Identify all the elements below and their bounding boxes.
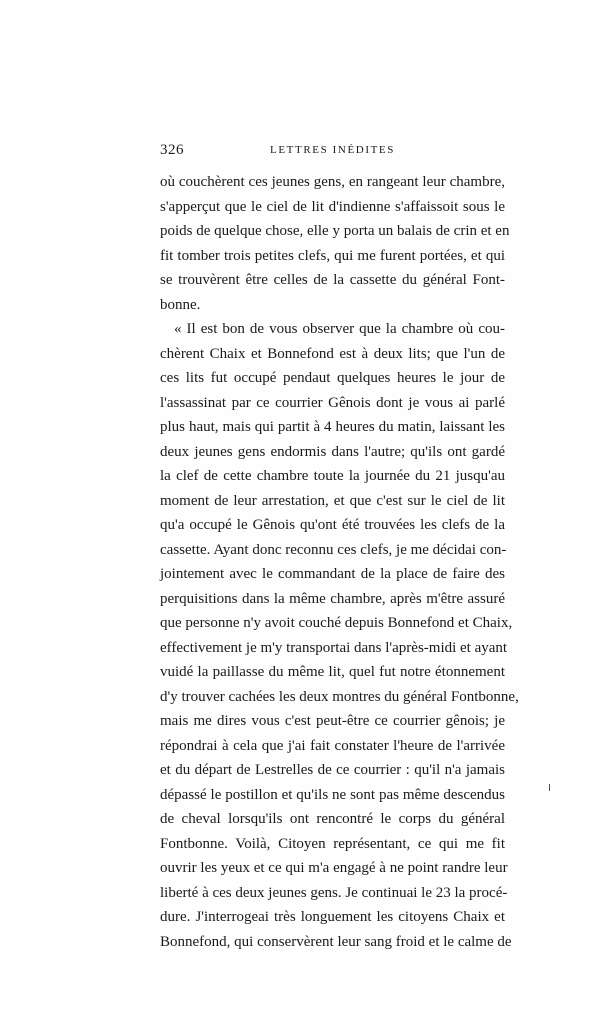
page-header [160,142,505,162]
text-line: ces lits fut occupé pendaut quelques heures le jour de [160,370,505,386]
text-line: l'assassinat par ce courrier Gênois dont je vous ai parlé [160,394,505,411]
text-line: ouvrir les yeux et ce qui m'a engagé à ne point randre leur [160,860,508,876]
text-line: perquisitions dans la même chambre, après m'être assuré [160,590,505,607]
text-line: la clef de cette chambre toute la journée du 21 jusqu'au [160,468,505,484]
text-line: se trouvèrent être celles de la cassette du général Font- [160,272,505,288]
text-line: vuidé la paillasse du même lit, quel fut notre étonnement [160,664,505,680]
text-line: mais me dires vous c'est peut-être ce courrier gênois; je [160,713,505,729]
text-line: chèrent Chaix et Bonnefond est à deux lits; que l'un de [160,345,505,362]
text-line: de cheval lorsqu'ils ont rencontré le corps du général [160,811,505,827]
text-line: moment de leur arrestation, et que c'est sur le ciel de lit [160,492,505,509]
text-line: s'apperçut que le ciel de lit d'indienne s'affaissoit sous le [160,198,505,215]
text-line: cassette. Ayant donc reconnu ces clefs, je me décidai con- [160,541,507,558]
text-line: que personne n'y avoit couché depuis Bonnefond et Chaix, [160,615,513,631]
text-line: où couchèrent ces jeunes gens, en rangeant leur chambre, [160,174,505,190]
text-line: « Il est bon de vous observer que la chambre où cou- [174,321,505,337]
text-line: Fontbonne. Voilà, Citoyen représentant, ce qui me fit [160,835,505,852]
text-line: effectivement je m'y transportai dans l'après-midi et ayant [160,639,508,656]
text-line: et du départ de Lestrelles de ce courrier : qu'il n'a jamais [160,762,505,778]
text-line: poids de quelque chose, elle y porta un balais de crin et en [160,223,510,239]
running-title: LETTRES INÉDITES [270,144,395,156]
text-line: qu'a occupé le Gênois qu'ont été trouvées les clefs de la [160,517,505,533]
text-line: plus haut, mais qui partit à 4 heures du matin, laissant les [160,419,505,435]
text-line: dure. J'interrogeai très longuement les citoyens Chaix et [160,909,505,925]
text-line: liberté à ces deux jeunes gens. Je continuai le 23 la procé- [160,884,508,901]
body-text [160,170,519,954]
text-line: bonne. [160,296,201,313]
page-number: 326 [160,142,184,158]
text-line: répondrai à cela que j'ai fait constater l'heure de l'arrivée [160,737,505,754]
text-line: deux jeunes gens endormis dans l'autre; qu'ils ont gardé [160,443,505,460]
text-line: jointement avec le commandant de la place de faire des [160,566,505,582]
text-line: Bonnefond, qui conservèrent leur sang froid et le calme de [160,933,512,950]
text-line: fit tomber trois petites clefs, qui me furent portées, et qui [160,247,505,264]
ink-speck [549,784,550,791]
text-line: d'y trouver cachées les deux montres du général Fontbonne, [160,688,519,705]
text-line: dépassé le postillon et qu'ils ne sont pas même descendus [160,786,505,803]
